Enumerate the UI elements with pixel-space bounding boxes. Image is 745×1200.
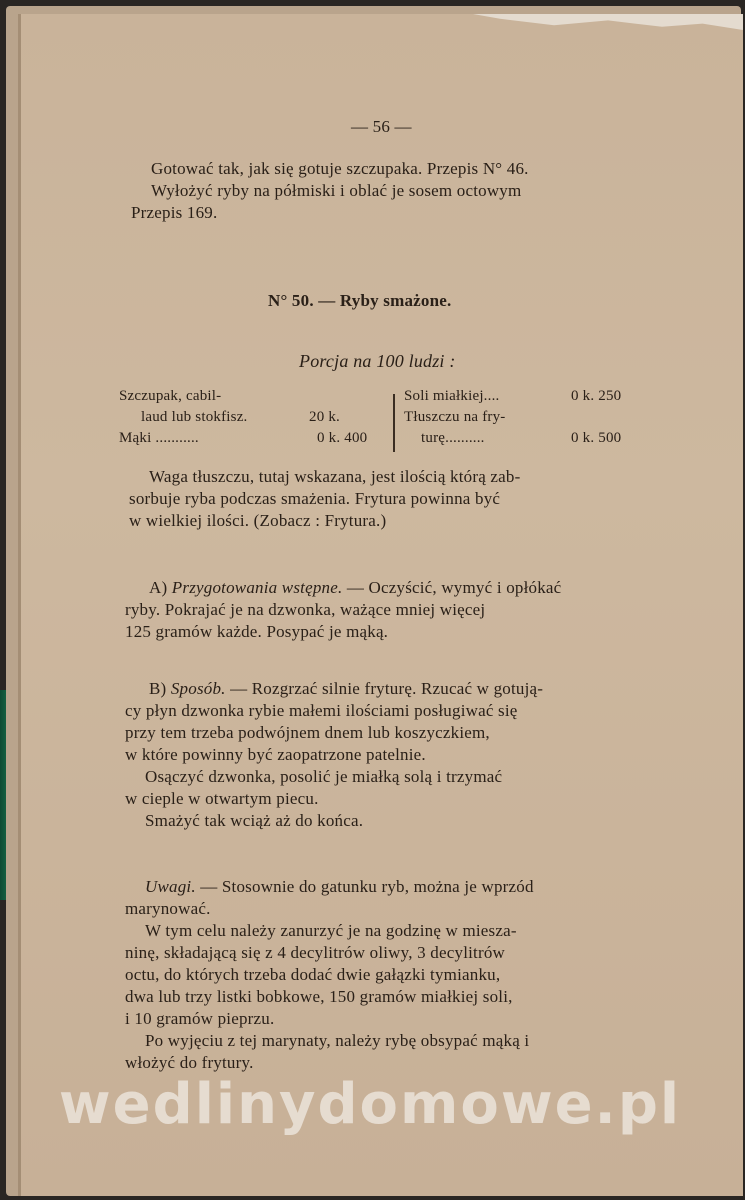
remarks-line-5: octu, do których trzeba dodać dwie gałązki tymianku, bbox=[125, 965, 501, 984]
remarks-line-3: W tym celu należy zanurzyć je na godzinę w miesza- bbox=[145, 921, 517, 940]
intro-line-3: Przepis 169. bbox=[131, 203, 218, 222]
section-a-line-1 bbox=[149, 577, 561, 598]
section-b-line-2: cy płyn dzwonka rybie małemi ilościami posługiwać się bbox=[125, 701, 518, 720]
section-b-line-1 bbox=[149, 678, 543, 699]
ingredient-left-3-qty: 0 k. 400 bbox=[317, 430, 368, 446]
remarks-line-4: ninę, składającą się z 4 decylitrów oliwy, 3 decylitrów bbox=[125, 943, 506, 962]
remarks-line-2: marynować. bbox=[125, 899, 211, 918]
section-a-line-2: ryby. Pokrajać je na dzwonka, ważące mniej więcej bbox=[125, 600, 486, 619]
ingredients-divider bbox=[393, 394, 395, 452]
section-a-heading: Przygotowania wstępne. bbox=[171, 578, 343, 597]
recipe-number: N° 50. bbox=[268, 291, 314, 310]
section-a-line-3: 125 gramów każde. Posypać je mąką. bbox=[125, 622, 389, 641]
remarks-line-8: Po wyjęciu z tej marynaty, należy rybę obsypać mąką i bbox=[145, 1031, 530, 1050]
section-b-line-4: w które powinny być zaopatrzone patelnie. bbox=[125, 745, 426, 764]
section-b-heading: Sposób. bbox=[170, 679, 226, 698]
recipe-name: — Ryby smażone. bbox=[318, 291, 452, 310]
remarks-line-6: dwa lub trzy listki bobkowe, 150 gramów miałkiej soli, bbox=[125, 987, 513, 1006]
ingredient-right-3: turę.......... bbox=[421, 430, 485, 446]
remarks-heading: Uwagi. bbox=[145, 877, 196, 896]
section-b-label: B) bbox=[149, 679, 171, 698]
portion-heading: Porcja na 100 ludzi : bbox=[299, 351, 456, 371]
section-a-line-1-text: — Oczyścić, wymyć i opłókać bbox=[342, 578, 562, 597]
section-a-label: A) bbox=[149, 578, 172, 597]
ingredient-left-2: laud lub stokfisz. bbox=[141, 409, 248, 425]
ingredient-left-2-qty: 20 k. bbox=[309, 409, 340, 425]
section-b-line-1-text: — Rozgrzać silnie fryturę. Rzucać w gotują- bbox=[225, 679, 544, 698]
note-line-3: w wielkiej ilości. (Zobacz : Frytura.) bbox=[129, 511, 387, 530]
section-b-line-6: w cieple w otwartym piecu. bbox=[125, 789, 319, 808]
ingredient-right-2: Tłuszczu na fry- bbox=[404, 409, 506, 425]
remarks-line-1-text: — Stosownie do gatunku ryb, można je wprzód bbox=[195, 877, 534, 896]
intro-line-2: Wyłożyć ryby na półmiski i oblać je sosem octowym bbox=[151, 181, 522, 200]
book-page bbox=[18, 14, 743, 1196]
torn-corner bbox=[473, 14, 743, 30]
remarks-line-7: i 10 gramów pieprzu. bbox=[125, 1009, 275, 1028]
ingredient-left-1: Szczupak, cabil- bbox=[119, 388, 222, 404]
note-line-1: Waga tłuszczu, tutaj wskazana, jest ilością którą zab- bbox=[149, 467, 521, 486]
ingredient-right-1: Soli miałkiej.... bbox=[404, 388, 500, 404]
remarks-line-9: włożyć do frytury. bbox=[125, 1053, 254, 1072]
recipe-title bbox=[268, 290, 451, 311]
remarks-line-1 bbox=[145, 876, 534, 897]
ingredient-right-1-qty: 0 k. 250 bbox=[571, 388, 622, 404]
note-line-2: sorbuje ryba podczas smażenia. Frytura powinna być bbox=[129, 489, 501, 508]
section-b-line-7: Smażyć tak wciąż aż do końca. bbox=[145, 811, 364, 830]
section-b-line-3: przy tem trzeba podwójnem dnem lub koszyczkiem, bbox=[125, 723, 490, 742]
ingredient-right-3-qty: 0 k. 500 bbox=[571, 430, 622, 446]
site-watermark: wedlinydomowe.pl bbox=[58, 1072, 682, 1137]
ingredient-left-3: Mąki ........... bbox=[119, 430, 199, 446]
intro-line-1: Gotować tak, jak się gotuje szczupaka. Przepis N° 46. bbox=[151, 159, 529, 178]
page-number: — 56 — bbox=[351, 117, 412, 136]
section-b-line-5: Osączyć dzwonka, posolić je miałką solą i trzymać bbox=[145, 767, 503, 786]
